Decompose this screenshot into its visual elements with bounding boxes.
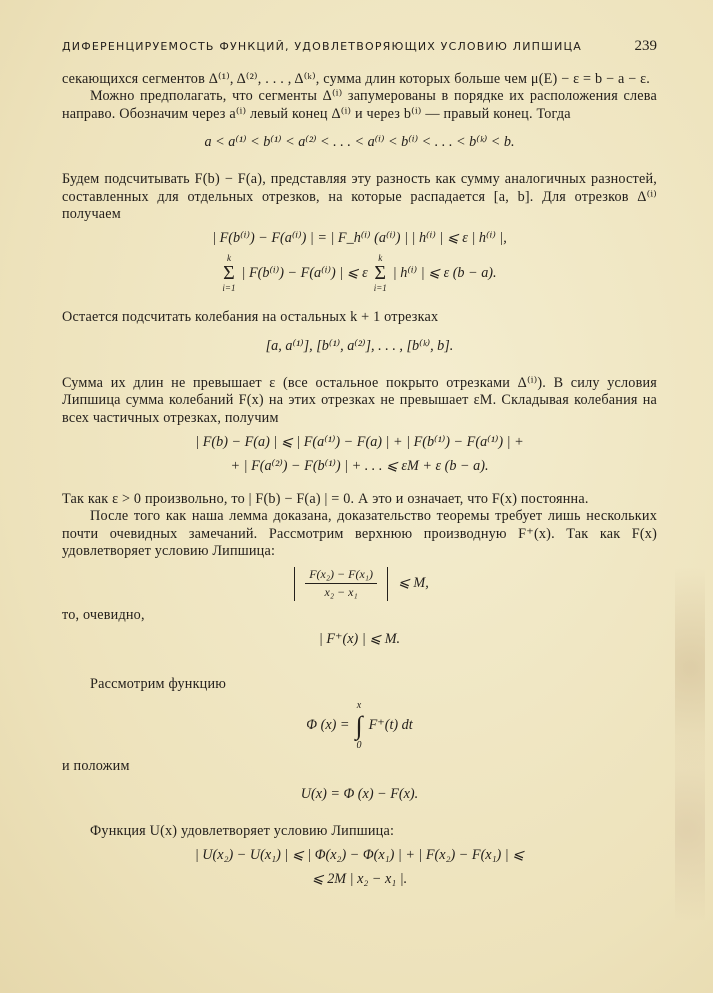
lipschitz-fraction xyxy=(62,567,657,601)
running-head xyxy=(62,38,657,55)
sum-equation xyxy=(62,253,657,293)
equation: | U(x₂) − U(x₁) | ⩽ | Φ(x₂) − Φ(x₁) | + | F(x₂) − F(x₁) | ⩽ xyxy=(194,847,525,864)
integral-symbol: x ∫ 0 xyxy=(355,699,363,751)
equation-part: ⩽ M, xyxy=(397,575,429,592)
equation: | F(b⁽ⁱ⁾) − F(a⁽ⁱ⁾) | = | F_h⁽ⁱ⁾ (a⁽ⁱ⁾) | | h⁽ⁱ⁾ | ⩽ ε | h⁽ⁱ⁾ |, xyxy=(212,230,507,247)
page-number: 239 xyxy=(634,38,657,54)
running-title: ДИФЕРЕНЦИРУЕМОСТЬ ФУНКЦИЙ, УДОВЛЕТВОРЯЮЩИХ УСЛОВИЮ ЛИПШИЦА xyxy=(62,40,582,53)
equation-part: | F(b⁽ⁱ⁾) − F(a⁽ⁱ⁾) | ⩽ ε xyxy=(241,264,368,281)
paragraph: Сумма их длин не превышает ε (все остальное покрыто отрезками Δ⁽ⁱ⁾). В силу условия Липшица сумма колебаний F(x) на этих отрезках не превышает εM. Складывая колебания на всех частичных отрезках, получим xyxy=(62,374,657,426)
integral-equation xyxy=(62,700,657,752)
paper-stains xyxy=(675,560,705,920)
equation-part: Φ (x) = xyxy=(306,717,350,733)
equation: + | F(a⁽²⁾) − F(b⁽¹⁾) | + . . . ⩽ εM + ε (b − a). xyxy=(230,458,489,475)
fraction: $\frac{\text{F(x₂) − F(x₁)}}{\text{x₂ − x₁}}$ xyxy=(305,567,377,600)
equation-part: F⁺(t) dt xyxy=(368,717,413,733)
paragraph: Рассмотрим функцию xyxy=(90,676,227,693)
paragraph: секающихся сегментов Δ⁽¹⁾, Δ⁽²⁾, . . . , Δ⁽ᵏ⁾, сумма длин которых больше чем μ(E) − ε = b − a − ε. xyxy=(62,71,651,87)
paragraph: Функция U(x) удовлетворяет условию Липшица: xyxy=(90,822,395,839)
paragraph: то, очевидно, xyxy=(62,606,145,623)
sum-symbol: k Σ i=1 xyxy=(373,253,387,294)
paragraph: После того как наша лемма доказана, доказательство теоремы требует лишь нескольких почти очевидных замечаний. Рассмотрим верхнюю производную F⁺(x). Так как F(x) удовлетворяет условию Липшица: xyxy=(62,508,657,560)
equation: [a, a⁽¹⁾], [b⁽¹⁾, a⁽²⁾], . . . , [b⁽ᵏ⁾, b]. xyxy=(265,337,454,354)
equation: U(x) = Φ (x) − F(x). xyxy=(300,785,419,802)
paragraph: Можно предполагать, что сегменты Δ⁽ⁱ⁾ запумерованы в порядке их расположения слева направо. Обозначим через a⁽ⁱ⁾ левый конец Δ⁽ⁱ⁾ и через b⁽ⁱ⁾ — правый конец. Тогда xyxy=(62,88,657,122)
equation: ⩽ 2M | x₂ − x₁ |. xyxy=(311,871,408,888)
paragraph: Остается подсчитать колебания на остальных k + 1 отрезках xyxy=(62,309,439,326)
equation: a < a⁽¹⁾ < b⁽¹⁾ < a⁽²⁾ < . . . < a⁽ⁱ⁾ < b⁽ⁱ⁾ < . . . < b⁽ᵏ⁾ < b. xyxy=(204,134,515,151)
equation: | F⁺(x) | ⩽ M. xyxy=(318,631,401,648)
paragraph: Так как ε > 0 произвольно, то | F(b) − F(a) | = 0. А это и означает, что F(x) постоянна. xyxy=(62,491,589,508)
paragraph: и положим xyxy=(62,757,130,774)
equation-part: | h⁽ⁱ⁾ | ⩽ ε (b − a). xyxy=(392,264,497,281)
paragraph: Будем подсчитывать F(b) − F(a), представляя эту разность как сумму аналогичных разностей, составленных для отдельных отрезков, на которые распадается [a, b]. Для отрезков Δ⁽ⁱ⁾ получаем xyxy=(62,171,657,223)
equation: | F(b) − F(a) | ⩽ | F(a⁽¹⁾) − F(a) | + | F(b⁽¹⁾) − F(a⁽¹⁾) | + xyxy=(195,434,524,451)
sum-symbol: k Σ i=1 xyxy=(222,253,236,294)
